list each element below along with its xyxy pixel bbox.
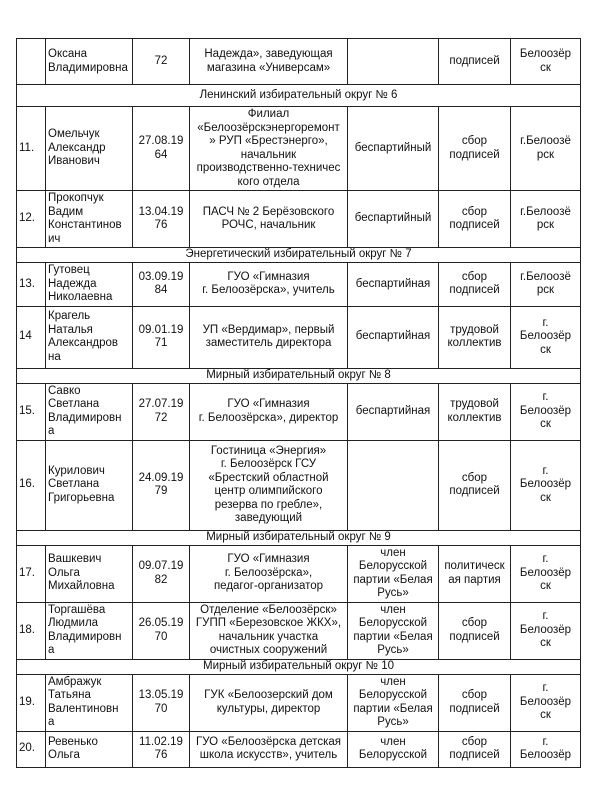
workplace-position: ГУО «Гимназия г. Белоозёрска», педагог-организатор bbox=[190, 545, 348, 602]
birth-date: 24.09.19 79 bbox=[133, 440, 190, 530]
candidate-name: Курилович Светлана Григорьевна bbox=[46, 440, 133, 530]
candidate-row bbox=[17, 306, 581, 368]
candidate-row bbox=[17, 545, 581, 602]
workplace-position: ГУК «Белоозерский дом культуры, директор bbox=[190, 674, 348, 731]
residence: г. Белоозёр ск bbox=[511, 383, 581, 440]
candidate-number: 19. bbox=[17, 674, 46, 731]
candidate-name: Прокопчук Вадим Константинов ич bbox=[46, 191, 133, 248]
party-affiliation: беспартийная bbox=[348, 263, 439, 307]
birth-date: 09.01.19 71 bbox=[133, 306, 190, 368]
party-affiliation: беспартийный bbox=[348, 107, 439, 191]
candidate-row bbox=[17, 440, 581, 530]
nomination-method: политическ ая партия bbox=[439, 545, 511, 602]
district-title: Мирный избирательный округ № 8 bbox=[17, 368, 581, 383]
birth-date: 13.05.19 70 bbox=[133, 674, 190, 731]
candidate-name: Ревенько Ольга bbox=[46, 731, 133, 767]
candidate-number: 13. bbox=[17, 263, 46, 307]
party-affiliation: член Белорусской bbox=[348, 731, 439, 767]
candidate-row bbox=[17, 191, 581, 248]
party-affiliation: член Белорусской партии «Белая Русь» bbox=[348, 545, 439, 602]
candidate-name: Торгашёва Людмила Владимировн а bbox=[46, 602, 133, 659]
party-affiliation: беспартийная bbox=[348, 383, 439, 440]
district-header-row bbox=[17, 368, 581, 383]
birth-date: 27.08.19 64 bbox=[133, 107, 190, 191]
nomination-method: сбор подписей bbox=[439, 674, 511, 731]
residence: Белоозёр ск bbox=[511, 39, 581, 85]
residence: г. Белоозёр ск bbox=[511, 674, 581, 731]
candidate-number: 11. bbox=[17, 107, 46, 191]
candidate-number: 16. bbox=[17, 440, 46, 530]
candidate-number: 12. bbox=[17, 191, 46, 248]
birth-date: 11.02.19 76 bbox=[133, 731, 190, 767]
residence: г. Белоозёр ск bbox=[511, 440, 581, 530]
residence: г. Белоозёр ск bbox=[511, 306, 581, 368]
district-header-row bbox=[17, 85, 581, 107]
residence: г.Белоозё рск bbox=[511, 263, 581, 307]
workplace-position: Надежда», заведующая магазина «Универсам» bbox=[190, 39, 348, 85]
workplace-position: ГУО «Гимназия г. Белоозёрска», директор bbox=[190, 383, 348, 440]
candidate-name: Амбражук Татьяна Валентиновн а bbox=[46, 674, 133, 731]
nomination-method: сбор подписей bbox=[439, 107, 511, 191]
candidate-name: Крагель Наталья Александров на bbox=[46, 306, 133, 368]
candidate-row bbox=[17, 263, 581, 307]
residence: г. Белоозёр bbox=[511, 731, 581, 767]
workplace-position: Филиал «Белоозёрскэнергоремонт » РУП «Брестэнерго», начальник производственно-техничес кого отдела bbox=[190, 107, 348, 191]
residence: г. Белоозёр ск bbox=[511, 602, 581, 659]
district-title: Энергетический избирательный округ № 7 bbox=[17, 248, 581, 263]
nomination-method: сбор подписей bbox=[439, 731, 511, 767]
workplace-position: ГУО «Белоозёрска детская школа искусств», учитель bbox=[190, 731, 348, 767]
candidate-number: 14 bbox=[17, 306, 46, 368]
candidate-number: 20. bbox=[17, 731, 46, 767]
residence: г. Белоозёр ск bbox=[511, 545, 581, 602]
candidate-number: 15. bbox=[17, 383, 46, 440]
workplace-position: УП «Вердимар», первый заместитель директора bbox=[190, 306, 348, 368]
nomination-method: сбор подписей bbox=[439, 191, 511, 248]
nomination-method: трудовой коллектив bbox=[439, 306, 511, 368]
birth-date: 03.09.19 84 bbox=[133, 263, 190, 307]
candidate-row bbox=[17, 602, 581, 659]
candidate-number: 17. bbox=[17, 545, 46, 602]
workplace-position: ГУО «Гимназия г. Белоозёрска», учитель bbox=[190, 263, 348, 307]
candidate-number: 18. bbox=[17, 602, 46, 659]
candidate-row bbox=[17, 674, 581, 731]
party-affiliation: беспартийная bbox=[348, 306, 439, 368]
nomination-method: сбор подписей bbox=[439, 440, 511, 530]
candidate-row bbox=[17, 39, 581, 85]
birth-date: 72 bbox=[133, 39, 190, 85]
candidates-table-body bbox=[17, 39, 581, 768]
birth-date: 09.07.19 82 bbox=[133, 545, 190, 602]
district-title: Мирный избирательный округ № 10 bbox=[17, 659, 581, 674]
workplace-position: ПАСЧ № 2 Берёзовского РОЧС, начальник bbox=[190, 191, 348, 248]
nomination-method: сбор подписей bbox=[439, 263, 511, 307]
district-title: Ленинский избирательный округ № 6 bbox=[17, 85, 581, 107]
birth-date: 27.07.19 72 bbox=[133, 383, 190, 440]
residence: г.Белоозё рск bbox=[511, 107, 581, 191]
nomination-method: сбор подписей bbox=[439, 602, 511, 659]
candidate-name: Савко Светлана Владимировн а bbox=[46, 383, 133, 440]
candidate-name: Оксана Владимировна bbox=[46, 39, 133, 85]
candidate-row bbox=[17, 731, 581, 767]
candidate-name: Гутовец Надежда Николаевна bbox=[46, 263, 133, 307]
district-header-row bbox=[17, 248, 581, 263]
nomination-method: подписей bbox=[439, 39, 511, 85]
district-header-row bbox=[17, 530, 581, 545]
candidates-table bbox=[16, 38, 581, 768]
district-header-row bbox=[17, 659, 581, 674]
candidate-row bbox=[17, 107, 581, 191]
party-affiliation bbox=[348, 39, 439, 85]
workplace-position: Гостиница «Энергия» г. Белоозёрск ГСУ «Брестский областной центр олимпийского резерва по гребле», заведующий bbox=[190, 440, 348, 530]
candidate-name: Вашкевич Ольга Михайловна bbox=[46, 545, 133, 602]
birth-date: 13.04.19 76 bbox=[133, 191, 190, 248]
nomination-method: трудовой коллектив bbox=[439, 383, 511, 440]
candidate-number bbox=[17, 39, 46, 85]
party-affiliation: член Белорусской партии «Белая Русь» bbox=[348, 674, 439, 731]
party-affiliation bbox=[348, 440, 439, 530]
party-affiliation: член Белорусской партии «Белая Русь» bbox=[348, 602, 439, 659]
party-affiliation: беспартийный bbox=[348, 191, 439, 248]
residence: г.Белоозё рск bbox=[511, 191, 581, 248]
candidate-name: Омельчук Александр Иванович bbox=[46, 107, 133, 191]
birth-date: 26.05.19 70 bbox=[133, 602, 190, 659]
candidate-row bbox=[17, 383, 581, 440]
district-title: Мирный избирательный округ № 9 bbox=[17, 530, 581, 545]
workplace-position: Отделение «Белоозёрск» ГУПП «Березовское ЖКХ», начальник участка очистных сооружений bbox=[190, 602, 348, 659]
